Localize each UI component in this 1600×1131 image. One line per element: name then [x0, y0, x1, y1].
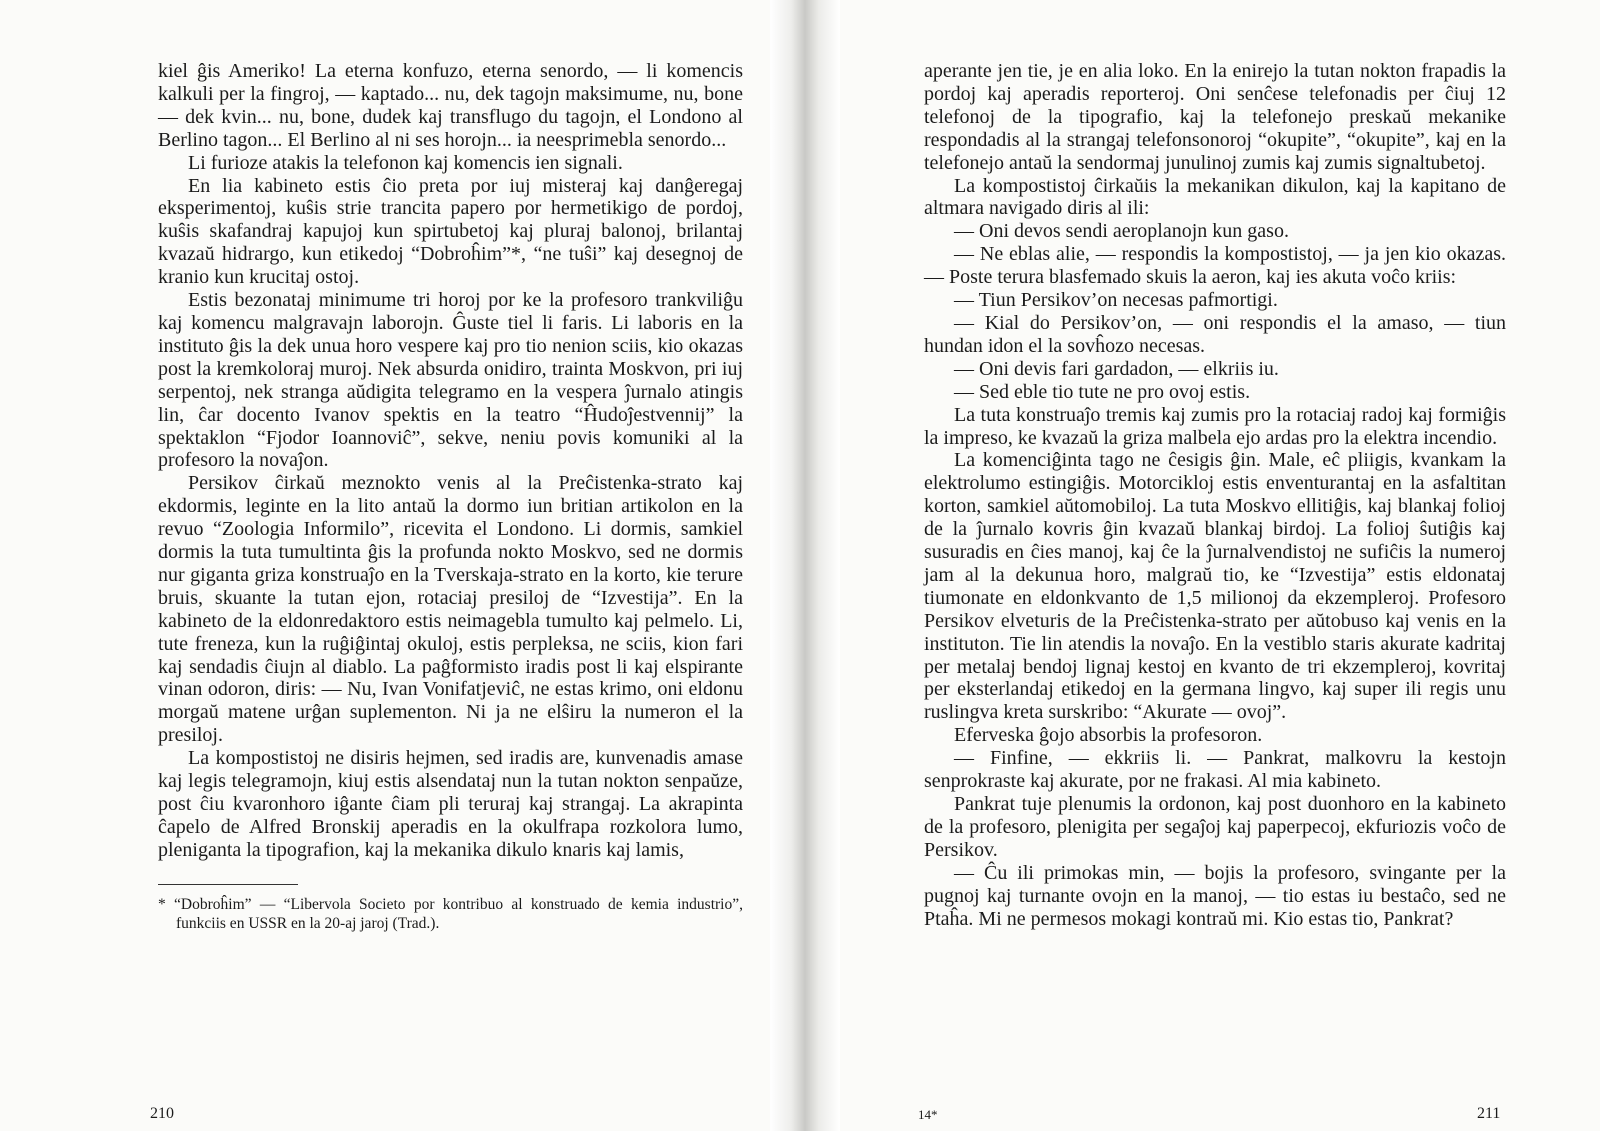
right-page — [924, 60, 1506, 930]
paragraph: kiel ĝis Ameriko! La eterna konfuzo, eterna senordo, — li komencis kalkuli per la fingroj, — kaptado... nu, dek tagojn maksimume, nu, bone — dek kvin... nu, bone, dudek kaj transflugo du tagojn, el Londono al Berlino tagon... El Berlino al ni ses horojn... ia neesprimebla senordo... — [158, 60, 743, 151]
signature-mark: 14* — [918, 1107, 938, 1122]
paragraph: Pankrat tuje plenumis la ordonon, kaj post duonhoro en la kabineto de la profesoro, plenigita per segaĵoj kaj paperpecoj, ekfuriozis voĉo de Persikov. — [924, 793, 1506, 861]
paragraph: aperante jen tie, je en alia loko. En la enirejo la tutan nokton frapadis la pordoj kaj aperadis reporteroj. Oni senĉese telefonadis per ĉiuj 12 telefonoj de la tipografio, kaj la telefonejo preskaŭ mekanike respondadis al la strangaj telefonsonoroj “okupite”, “okupite”, kaj en la telefonejo antaŭ la sendormaj junulinoj zumis kaj zumis signaltubetoj. — [924, 60, 1506, 174]
paragraph: En lia kabineto estis ĉio preta por iuj misteraj kaj danĝeregaj eksperimentoj, kuŝis strie trancita papero por hermetikigo de pordoj, kuŝis skafandraj kapujoj kun spirtubetoj kaj pluraj balonoj, brilantaj kvazaŭ hidrargo, kun etikedoj “Dobroĥim”*, “ne tuŝi” kaj desegnoj de kranio kun krucitaj ostoj. — [158, 174, 743, 289]
page-number-left: 210 — [150, 1105, 174, 1122]
paragraph: La kompostistoj ĉirkaŭis la mekanikan dikulon, kaj la kapitano de altmara navigado diris al ili: — [924, 174, 1506, 220]
paragraph: — Oni devis fari gardadon, — elkriis iu. — [954, 357, 1279, 380]
paragraph: — Kial do Persikov’on, — oni respondis el la amaso, — tiun hundan idon el la sovĥozo necesas. — [924, 311, 1506, 357]
book-gutter-shadow — [770, 0, 840, 1131]
left-page — [158, 60, 743, 933]
paragraph: — Ĉu ili primokas min, — bojis la profesoro, svingante per la pugnoj kaj turnante ovojn en la manoj, — tio estas iu bestaĉo, sed ne Ptaĥa. Mi ne permesos mokagi kontraŭ mi. Kio estas tio, Pankrat? — [924, 861, 1506, 930]
paragraph: — Tiun Persikov’on necesas pafmortigi. — [954, 289, 1278, 312]
page-number-right: 211 — [1477, 1105, 1501, 1122]
paragraph: Persikov ĉirkaŭ meznokto venis al la Preĉistenka-strato kaj ekdormis, leginte en la lito antaŭ la dormo iun britian artikolon en la revuo “Zoologia Informilo”, ricevita el Londono. Li dormis, samkiel dormis la tuta tumultinta ĝis la profunda nokto Moskvo, sed ne dormis nur giganta griza konstruaĵo en la Tverskaja-strato en la korto, kie terure bruis, skuante la tutan ejon, rotaciaj presiloj de “Izvestija”. En la kabineto de la eldonredaktoro estis neimagebla tumulto kaj pelmelo. Li, tute freneza, kun la ruĝiĝintaj okuloj, estis perpleksa, ne sciis, kion fari kaj sendadis ĉiujn al diablo. La paĝformisto iradis post li kaj elspirante vinan odoron, diris: — Nu, Ivan Vonifatjeviĉ, ne estas krimo, oni eldonu morgaŭ matene urĝan suplementon. Ni ja ne elŝiru la numeron el la presiloj. — [158, 472, 743, 747]
paragraph: — Sed eble tio tute ne pro ovoj estis. — [954, 380, 1251, 403]
paragraph: La komenciĝinta tago ne ĉesigis ĝin. Male, eĉ pliigis, kvankam la elektrolumo estingiĝis. Motorcikloj estis enventurantaj en la asfaltitan korton, samkiel aŭtomobiloj. La tuta Moskvo ellitiĝis, kaj blankaj folioj de la ĵurnalo kovris ĝin kvazaŭ blankaj birdoj. La folioj ŝutiĝis kaj susuradis en ĉies manoj, kaj ĉe la ĵurnalvendistoj ne sufiĉis la numeroj jam al la dekunua horo, malgraŭ tio, ke “Izvestija” estis eldonataj tiumonate en eldonkvanto de 1,5 milionoj da ekzempleroj. Profesoro Persikov elveturis de la Preĉistenka-strato per aŭtobuso kaj venis en la instituton. Tie lin atendis la novaĵo. En la vestiblo staris akurate kadritaj per metalaj bendoj lignaj kestoj en kvanto de tri ekzempleroj, kovritaj per eksterlandaj etikedoj en la germana lingvo, kaj super ili regis unu ruslingva kreta surskribo: “Akurate — ovoj”. — [924, 449, 1506, 724]
paragraph: Li furioze atakis la telefonon kaj komencis ien signali. — [188, 151, 623, 174]
footnote: * “Dobroĥim” — “Libervola Societo por kontribuo al konstruado de kemia industrio”, funkciis en USSR en la 20-aj jaroj (Trad.). — [158, 895, 743, 932]
paragraph: — Ne eblas alie, — respondis la kompostistoj, — ja jen kio okazas. — Poste terura blasfemado skuis la aeron, kaj ies akuta voĉo kriis: — [924, 243, 1506, 289]
paragraph: — Finfine, — ekkriis li. — Pankrat, malkovru la kestojn senprokraste kaj akurate, por ne frakasi. Al mia kabineto. — [924, 747, 1506, 793]
paragraph: Eferveska ĝojo absorbis la profesoron. — [954, 724, 1263, 747]
paragraph: La kompostistoj ne disiris hejmen, sed iradis are, kunvenadis amase kaj legis telegramojn, kiuj estis alsendataj nun la tutan nokton senpaŭze, post ĉiu kvaronhoro iĝante ĉiam pli teruraj kaj strangaj. La akrapinta ĉapelo de Alfred Bronskij aperadis en la okulfrapa rozkolora lumo, pleniganta la tipografion, kaj la mekanika dikulo knaris kaj lamis, — [158, 747, 743, 861]
footnote-divider — [158, 884, 298, 885]
paragraph: La tuta konstruaĵo tremis kaj zumis pro la rotaciaj radoj kaj formiĝis la impreso, ke kvazaŭ la griza malbela ejo ardas pro la elektra incendio. — [924, 403, 1506, 449]
paragraph: Estis bezonataj minimume tri horoj por ke la profesoro trankviliĝu kaj komencu malgravajn laborojn. Ĝuste tiel li faris. Li laboris en la instituto ĝis la dek unua horo vespere kaj pro tio nenion sciis, kio okazas post la kremkoloraj muroj. Nek absurda onidiro, trainta Moskvon, pri iuj serpentoj, nek stranga aŭdigita telegramo en la vespera ĵurnalo atingis lin, ĉar docento Ivanov spektis en la teatro “Ĥudoĵestvennij” la spektaklon “Fjodor Ioannoviĉ”, sekve, neniu povis komuniki al la profesoro la novaĵon. — [158, 289, 743, 472]
paragraph: — Oni devos sendi aeroplanojn kun gaso. — [954, 220, 1289, 243]
